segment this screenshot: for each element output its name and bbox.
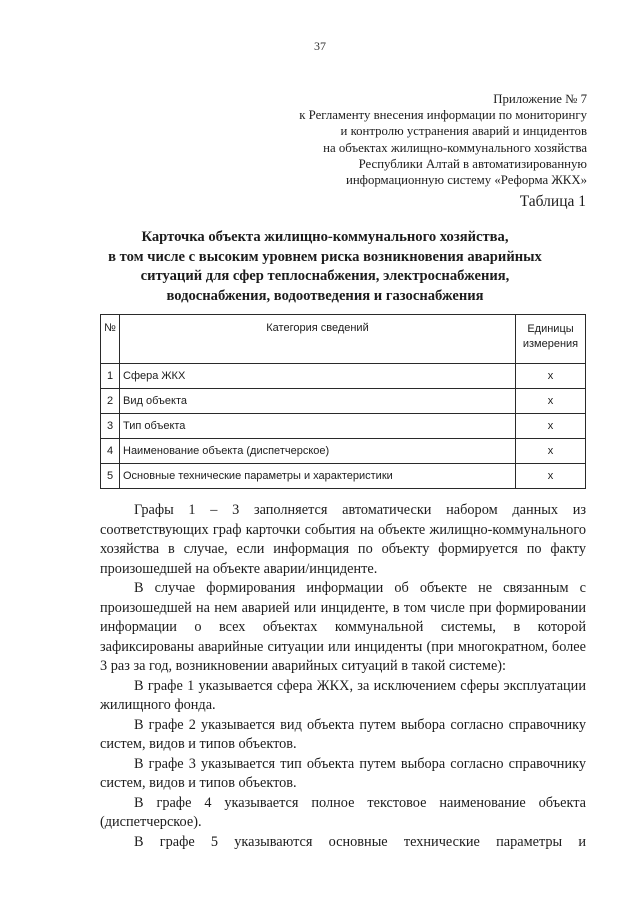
row-unit: x [516, 364, 586, 389]
page-number: 37 [314, 39, 326, 53]
row-category: Сфера ЖКХ [120, 364, 516, 389]
appendix-line: и контролю устранения аварий и инцидентов [340, 124, 587, 139]
object-card-table [100, 314, 586, 489]
body-text [100, 501, 586, 852]
row-num: 3 [101, 414, 120, 439]
row-category: Тип объекта [120, 414, 516, 439]
row-unit: x [516, 389, 586, 414]
paragraph: Графы 1 – 3 заполняется автоматически набором данных из соответствующих граф карточки события на объекте жилищно-коммунального хозяйства в случае, если информация по объекту формируется по факту произошедшей на объекте аварии/инциденте. [100, 502, 586, 577]
row-unit: x [516, 414, 586, 439]
paragraph: В графе 1 указывается сфера ЖКХ, за исключением сферы эксплуатации жилищного фонда. [100, 677, 586, 713]
table-row [101, 389, 586, 414]
table-label: Таблица 1 [519, 193, 586, 210]
appendix-header [299, 91, 587, 188]
table-row [101, 414, 586, 439]
card-title-line: в том числе с высоким уровнем риска возникновения аварийных [108, 248, 542, 265]
appendix-line: на объектах жилищно-коммунального хозяйства [323, 140, 587, 155]
header-unit-line2: измерения [522, 338, 579, 350]
paragraph: В графе 4 указывается полное текстовое наименование объекта (диспетчерское). [100, 794, 586, 830]
row-num: 2 [101, 389, 120, 414]
appendix-line: к Регламенту внесения информации по мониторингу [299, 108, 587, 123]
table-row [101, 439, 586, 464]
header-unit-line1: Единицы [527, 323, 574, 335]
header-category: Категория сведений [120, 315, 516, 364]
table-row [101, 464, 586, 489]
card-title [90, 228, 560, 306]
row-unit: x [516, 464, 586, 489]
row-unit: x [516, 439, 586, 464]
paragraph: В графе 3 указывается тип объекта путем выбора согласно справочнику систем, видов и типов объектов. [100, 755, 586, 791]
header-num: № [101, 315, 120, 364]
paragraph: В графе 5 указываются основные технические параметры и [134, 833, 586, 850]
appendix-line: Республики Алтай в автоматизированную [358, 156, 587, 171]
row-category: Основные технические параметры и характеристики [120, 464, 516, 489]
table-header-row [101, 315, 586, 364]
paragraph: В графе 2 указывается вид объекта путем выбора согласно справочнику систем, видов и типов объектов. [100, 716, 586, 752]
row-category: Вид объекта [120, 389, 516, 414]
appendix-line: информационную систему «Реформа ЖКХ» [345, 173, 587, 188]
header-unit [516, 315, 586, 364]
row-num: 5 [101, 464, 120, 489]
appendix-line: Приложение № 7 [493, 92, 587, 106]
row-category: Наименование объекта (диспетчерское) [120, 439, 516, 464]
card-title-line: водоснабжения, водоотведения и газоснабжения [166, 287, 484, 304]
card-title-line: ситуаций для сфер теплоснабжения, электроснабжения, [140, 268, 510, 285]
table-row [101, 364, 586, 389]
paragraph: В случае формирования информации об объекте не связанным с произошедшей на нем аварией или инциденте, в том числе при формировании информации о всех объектах коммунальной системы, в которой зафиксированы аварийные ситуации или инциденты (при многократном, более 3 раз за год, возникновении аварийных ситуаций в такой системе): [100, 580, 586, 674]
card-title-line: Карточка объекта жилищно-коммунального хозяйства, [141, 229, 509, 245]
row-num: 4 [101, 439, 120, 464]
row-num: 1 [101, 364, 120, 389]
